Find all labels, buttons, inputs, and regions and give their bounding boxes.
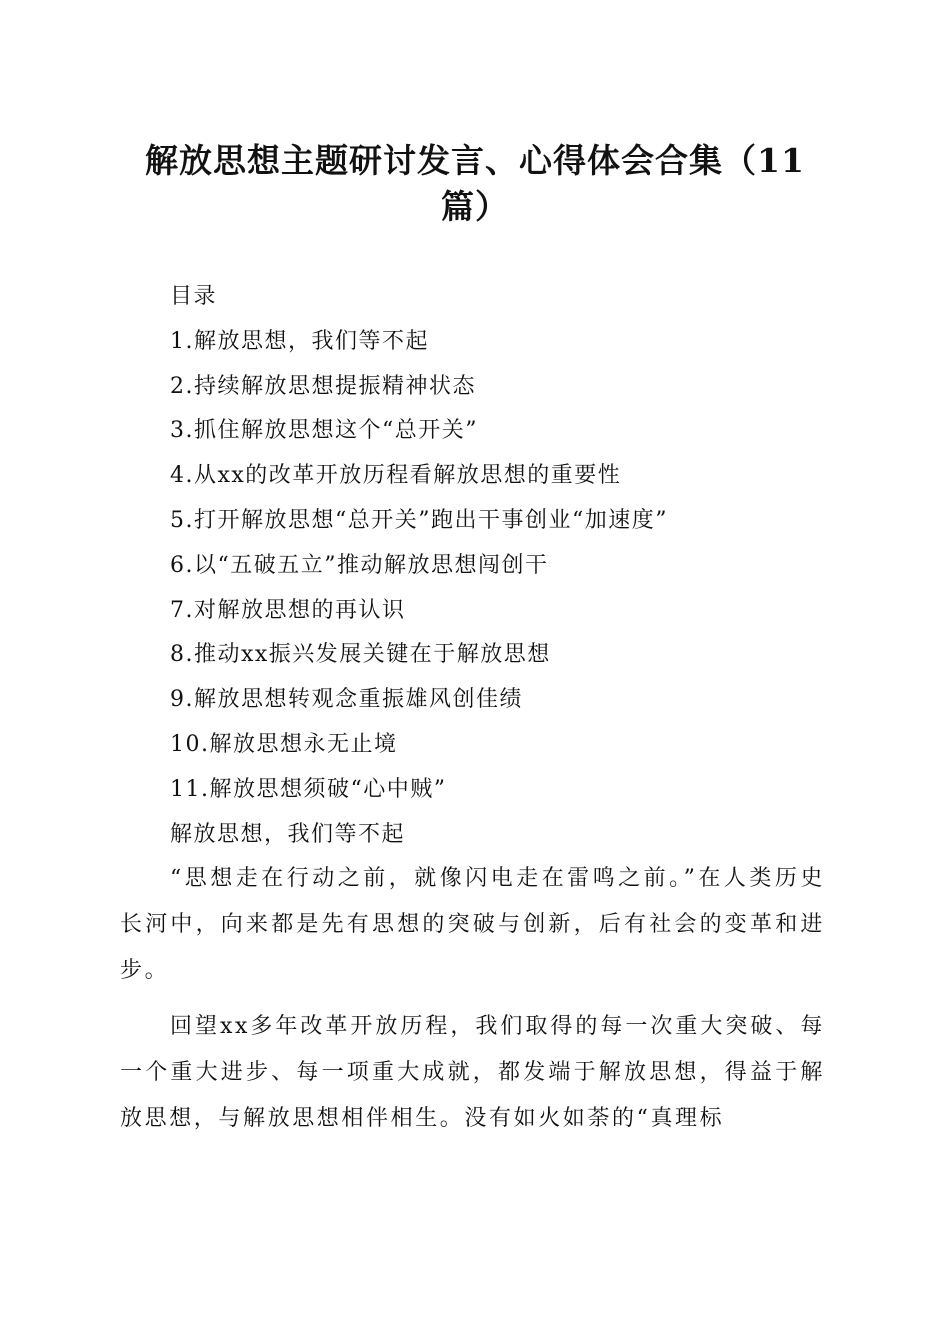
toc-item: 8.推动xx振兴发展关键在于解放思想 [170,642,551,668]
toc-item: 2.持续解放思想提振精神状态 [170,373,476,399]
body-paragraph: 回望xx多年改革开放历程，我们取得的每一次重大突破、每一个重大进步、每一项重大成就，都发端于解放思想，得益于解放思想，与解放思想相伴相生。没有如火如荼的“真理标 [120,1014,825,1131]
section-heading: 解放思想，我们等不起 [170,821,406,847]
body-paragraph: “思想走在行动之前，就像闪电走在雷鸣之前。”在人类历史长河中，向来都是先有思想的突破与创新，后有社会的变革和进步。 [120,866,825,983]
toc-item: 6.以“五破五立”推动解放思想闯创干 [170,552,549,578]
toc-item: 11.解放思想须破“心中贼” [170,776,447,802]
toc-item: 10.解放思想永无止境 [170,731,398,757]
document-title: 解放思想主题研讨发言、心得体会合集（11篇） [145,141,805,226]
toc-heading: 目录 [170,284,218,309]
toc-item: 5.打开解放思想“总开关”跑出干事创业“加速度” [170,507,668,533]
toc-item: 4.从xx的改革开放历程看解放思想的重要性 [170,463,622,489]
toc-item: 3.抓住解放思想这个“总开关” [170,418,478,444]
toc-item: 1.解放思想，我们等不起 [170,328,429,354]
toc-item: 7.对解放思想的再认识 [170,597,406,623]
table-of-contents [170,280,850,862]
toc-item: 9.解放思想转观念重振雄风创佳绩 [170,687,523,713]
body-text [120,856,825,1152]
